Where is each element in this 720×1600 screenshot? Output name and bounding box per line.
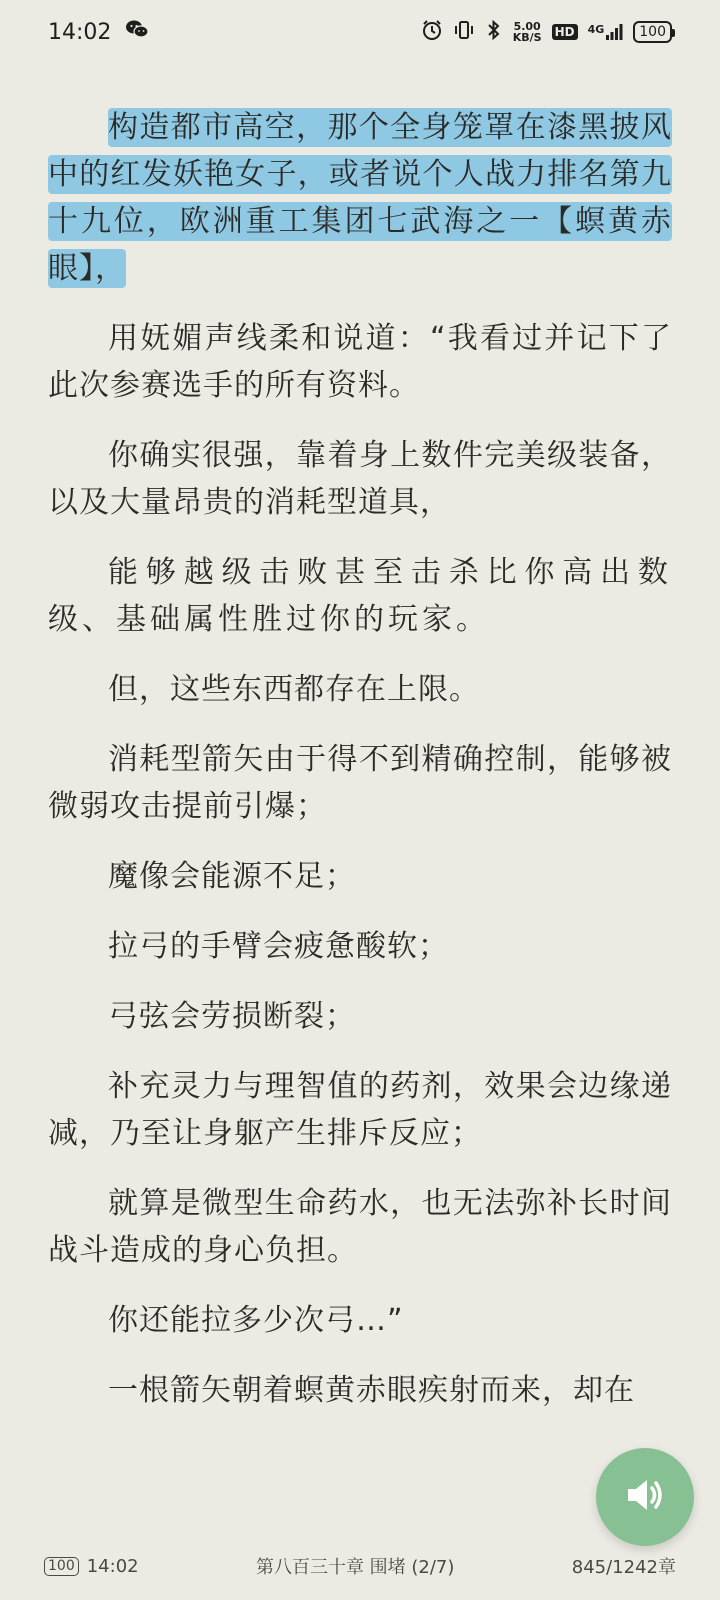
- footer-battery: 100: [44, 1557, 79, 1576]
- network-speed: [513, 21, 542, 43]
- paragraph: 就算是微型生命药水，也无法弥补长时间战斗造成的身心负担。: [48, 1186, 672, 1268]
- network-speed-unit: KB/S: [512, 31, 542, 44]
- paragraph: 拉弓的手臂会疲惫酸软；: [108, 929, 449, 964]
- footer-time: 14:02: [86, 1555, 139, 1577]
- paragraph: 用妩媚声线柔和说道：“我看过并记下了此次参赛选手的所有资料。: [48, 321, 672, 403]
- paragraph: 你还能拉多少次弓…”: [108, 1303, 404, 1338]
- tts-button[interactable]: [596, 1448, 694, 1546]
- chapter-progress: 845/1242章: [571, 1557, 676, 1578]
- reader-footer: [44, 1550, 676, 1582]
- paragraph: 一根箭矢朝着螟黄赤眼疾射而来，却在: [108, 1373, 635, 1408]
- paragraph: 弓弦会劳损断裂；: [108, 999, 356, 1034]
- vibrate-icon: [453, 19, 475, 46]
- chapter-title: 第八百三十章 围堵 (2/7): [255, 1557, 455, 1578]
- reader-content[interactable]: [48, 104, 672, 1437]
- alarm-icon: [421, 19, 443, 46]
- paragraph: 但，这些东西都存在上限。: [108, 672, 480, 707]
- paragraph: 消耗型箭矢由于得不到精确控制，能够被微弱攻击提前引爆；: [48, 742, 672, 824]
- paragraph: [48, 104, 672, 292]
- signal-label: 4G: [587, 23, 605, 36]
- paragraph: 你确实很强，靠着身上数件完美级装备，以及大量昂贵的消耗型道具，: [48, 438, 672, 520]
- status-bar: [0, 0, 720, 64]
- signal-icon: [588, 23, 624, 41]
- speaker-icon: [622, 1472, 668, 1522]
- paragraph: 魔像会能源不足；: [108, 859, 356, 894]
- highlighted-text[interactable]: 构造都市高空，那个全身笼罩在漆黑披风中的红发妖艳女子，或者说个人战力排名第九十九位，欧洲重工集团七武海之一【螟黄赤眼】，: [48, 110, 672, 286]
- paragraph: 能够越级击败甚至击杀比你高出数级、基础属性胜过你的玩家。: [48, 555, 672, 637]
- battery-indicator: 100: [633, 21, 672, 43]
- bluetooth-icon: [485, 19, 503, 46]
- wechat-icon: [125, 19, 149, 45]
- network-speed-value: 5.00: [513, 20, 541, 33]
- status-time: 14:02: [48, 19, 112, 45]
- paragraph: 补充灵力与理智值的药剂，效果会边缘递减，乃至让身躯产生排斥反应；: [48, 1069, 672, 1151]
- hd-badge: HD: [552, 24, 578, 40]
